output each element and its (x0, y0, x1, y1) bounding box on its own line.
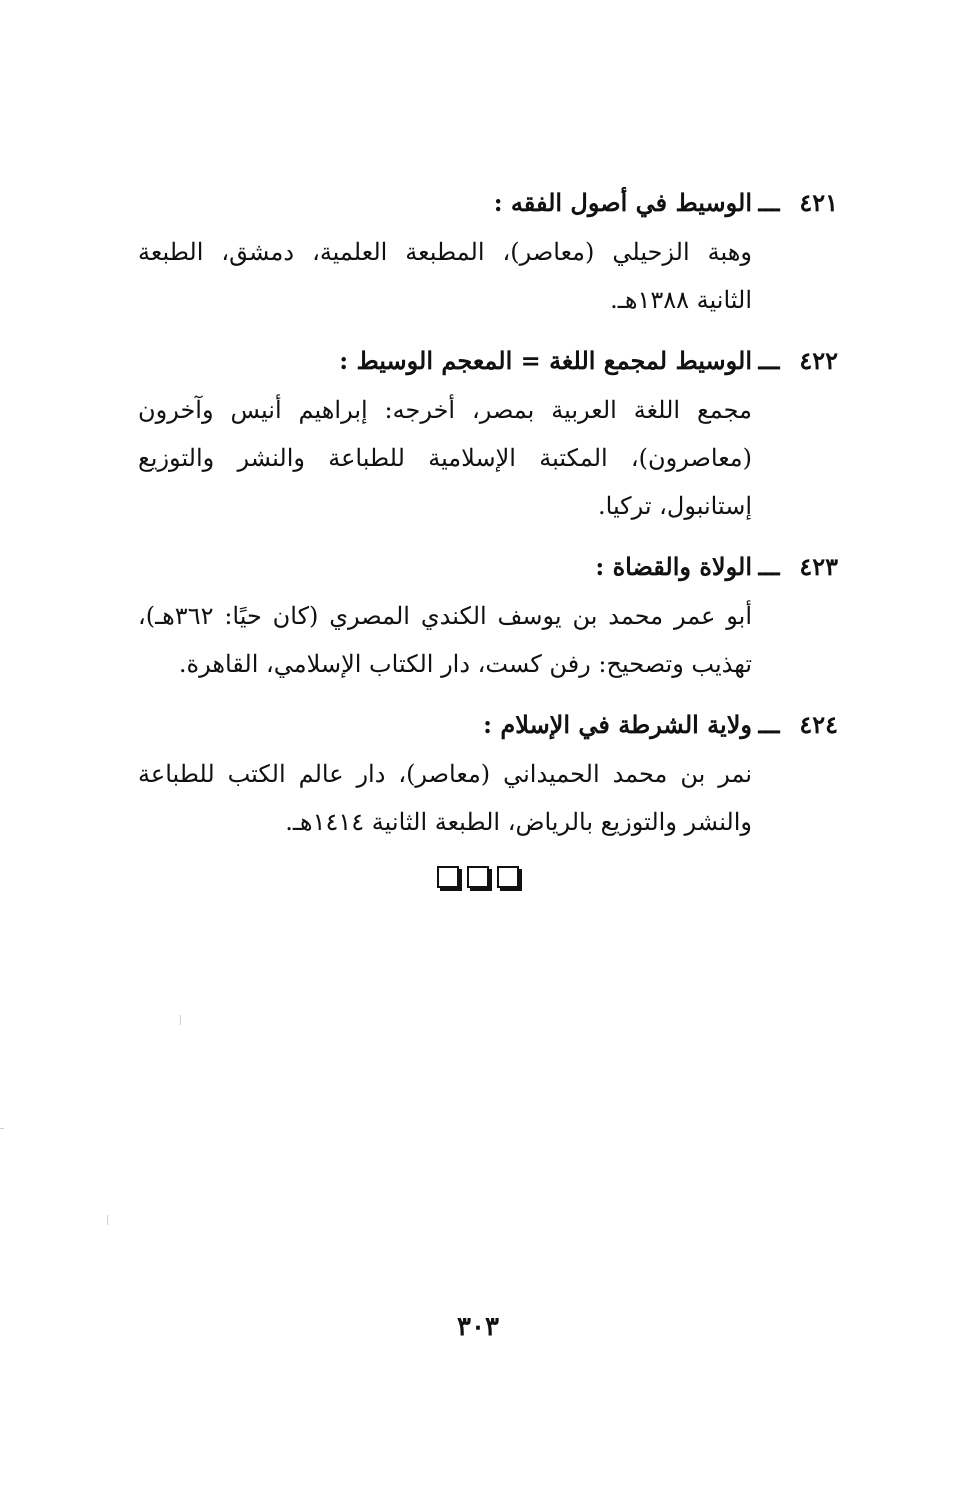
square-box-icon (437, 866, 459, 888)
entry-title: ولاية الشرطة في الإسلام : (483, 710, 752, 739)
page-number: ٣٠٣ (457, 1312, 499, 1342)
entry-heading (138, 336, 838, 386)
entry-title: الوسيط في أصول الفقه : (493, 188, 752, 217)
entry-number: ٤٢٤ (799, 710, 838, 739)
entry-number: ٤٢٢ (799, 346, 838, 375)
entry-description: نمر بن محمد الحميداني (معاصر)، دار عالم الكتب للطباعة والنشر والتوزيع بالرياض، الطبعة الثانية ١٤١٤هـ. (138, 760, 752, 836)
entry-title: الوسيط لمجمع اللغة = المعجم الوسيط : (339, 346, 752, 375)
bibliography-entry (138, 178, 838, 324)
section-end-ornament (0, 866, 956, 888)
entry-dash: ـــ (758, 552, 780, 581)
entry-number: ٤٢٣ (799, 552, 838, 581)
square-box-icon (467, 866, 489, 888)
scan-edge-mark (180, 1015, 181, 1025)
scan-edge-mark (107, 1215, 108, 1225)
bibliography-entry (138, 542, 838, 688)
entry-dash: ـــ (758, 188, 780, 217)
entry-description: وهبة الزحيلي (معاصر)، المطبعة العلمية، دمشق، الطبعة الثانية ١٣٨٨هـ. (138, 238, 752, 314)
bibliography-entry (138, 700, 838, 846)
scan-edge-mark (0, 1128, 4, 1129)
entry-heading (138, 700, 838, 750)
square-box-icon (497, 866, 519, 888)
bibliography-list (138, 178, 838, 858)
entry-heading (138, 178, 838, 228)
bibliography-entry (138, 336, 838, 530)
entry-description: أبو عمر محمد بن يوسف الكندي المصري (كان حيًا: ٣٦٢هـ)، تهذيب وتصحيح: رفن كست، دار الكتاب الإسلامي، القاهرة. (138, 602, 752, 678)
entry-description: مجمع اللغة العربية بمصر، أخرجه: إبراهيم أنيس وآخرون (معاصرون)، المكتبة الإسلامية للطباعة والنشر والتوزيع إستانبول، تركيا. (138, 396, 752, 520)
entry-number: ٤٢١ (799, 188, 838, 217)
entry-title: الولاة والقضاة : (595, 552, 752, 581)
entry-dash: ـــ (758, 346, 780, 375)
entry-dash: ـــ (758, 710, 780, 739)
entry-heading (138, 542, 838, 592)
